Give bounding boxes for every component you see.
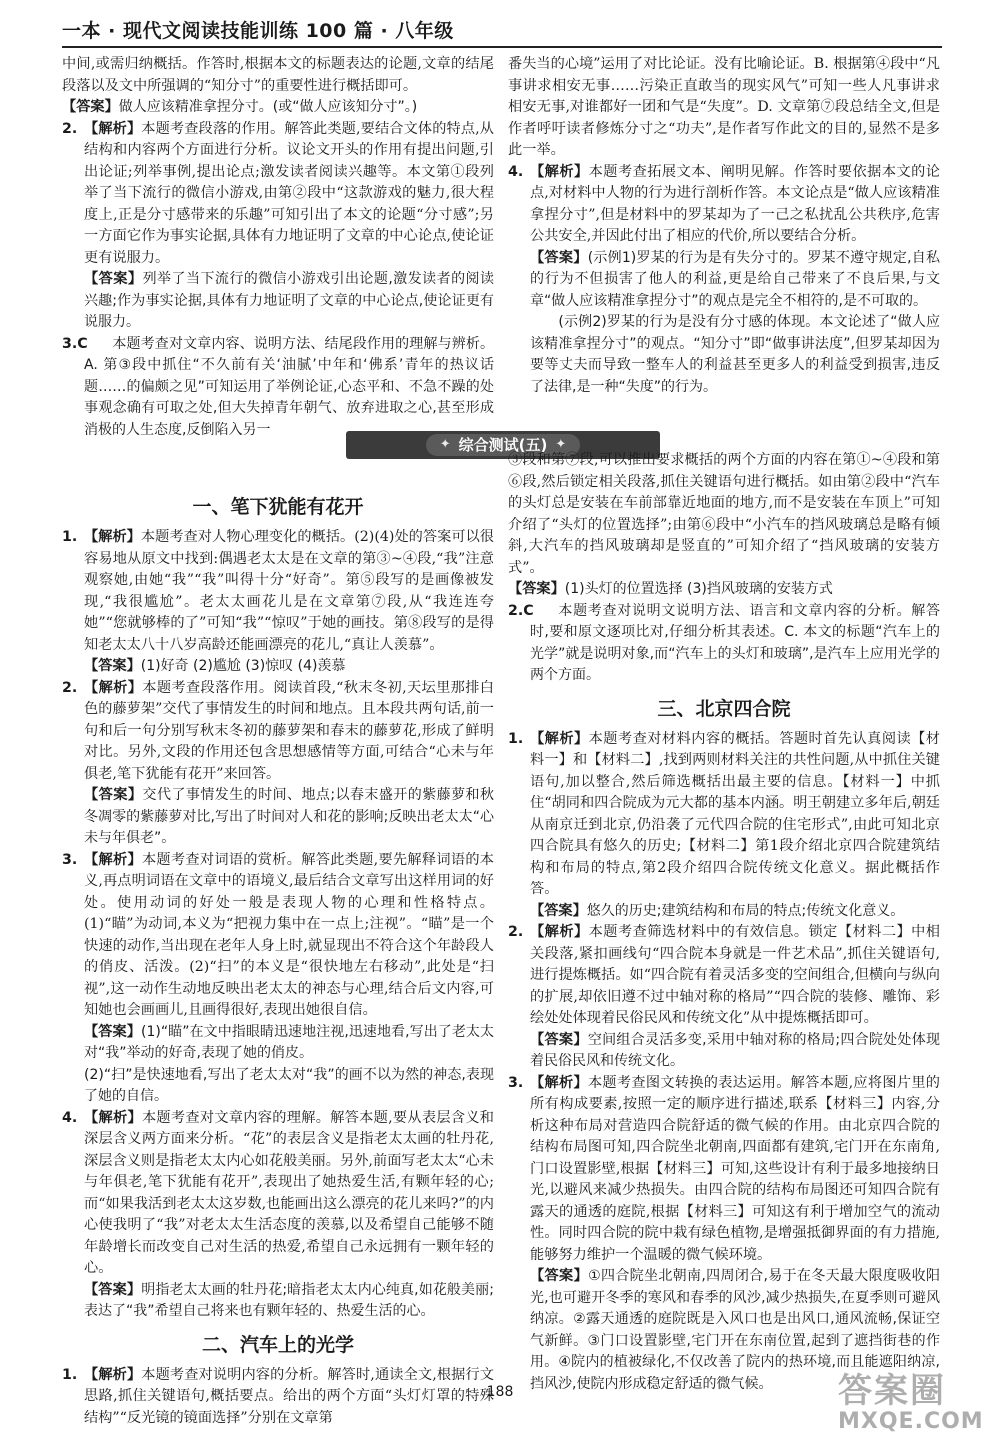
- test-badge-label: 综合测试(五): [458, 436, 548, 454]
- question-item: [62, 119, 494, 334]
- continued-text: ③段和第⑦段,可以推出要求概括的两个方面的内容在第①~④段和第⑥段,然后锁定相关段落,抓住关键语句进行概括。如由第②段中“汽车的头灯总是安装在车前部靠近地面的地方,而不是安装在车顶上”可知介绍了“头灯的位置选择”;由第⑥段中“小汽车的挡风玻璃总是略有倾斜,大汽车的挡风玻璃却是竖直的”可知介绍了“挡风玻璃的安装方式”。: [508, 452, 940, 576]
- answer-text: 空间组合灵活多变,采用中轴对称的格局;四合院处处体现着民俗民风和传统文化。: [530, 1031, 940, 1069]
- continued-text: 中间,或需归纳概括。作答时,根据本文的标题表达的论题,文章的结尾段落以及文中所强调的“知分寸”的重要性进行概括即可。: [62, 56, 494, 94]
- analysis-label: 【解析】: [530, 730, 589, 747]
- answer-label: 【答案】: [508, 581, 565, 597]
- answer-text: (示例2)罗某的行为是没有分寸感的体现。本文论述了“做人应该精准拿捏分寸”的观点。“知分寸”即“做事讲法度”,但罗某却因为要等丈夫而导致一整车人的利益甚至更多人的利益受到损害,违反了法律,是一种“失度”的行为。: [530, 314, 940, 395]
- page-header: [62, 14, 942, 48]
- analysis-label: 【解析】: [84, 1366, 142, 1383]
- answer-text: (1)好奇 (2)尴尬 (3)惊叹 (4)羡慕: [140, 658, 346, 674]
- question-number: 2.: [62, 120, 78, 137]
- answer-label: 【答案】: [530, 249, 588, 266]
- answer-label: 【答案】: [84, 1023, 142, 1040]
- section-title: 一、笔下犹能有花开: [192, 496, 364, 518]
- analysis-text: 本题考查段落的作用。解答此类题,要结合文体的特点,从结构和内容两个方面进行分析。议论文开头的作用有提出问题,引出论证;列举事例,提出论点;激发读者阅读兴趣等。本文第①段列举了当下流行的微信小游戏,由第②段中“这款游戏的魅力,很大程度上,正是分寸感带来的乐趣”可知引出了本文的论题“分寸感”;另一方面它作为事实论据,具体有力地证明了文章的中心论点,使论证更有说服力。: [84, 120, 494, 266]
- question-item: [508, 162, 940, 399]
- continued-text: 番失当的心境”运用了对比论证。没有比喻论证。B. 根据第④段中“凡事讲求相安无事……污染正直敢当的现实风气”可知一些人凡事讲求相安无事,对谁都好一团和气是“失度”。D. 文章第⑦段总结全文,但是作者呼吁读者修炼分寸之“功夫”,是作者写作此文的目的,显然不是多此一举。: [508, 56, 940, 158]
- answer-text: (1)头灯的位置选择 (3)挡风玻璃的安装方式: [564, 581, 833, 597]
- answer-text: (示例1)罗某的行为是有失分寸的。罗某不遵守规定,自私的行为不但损害了他人的利益,更是给自己带来了不良后果,与文章“做人应该精准拿捏分寸”的观点是完全不相符的,是不可取的。: [530, 249, 940, 309]
- question-number: 3.: [62, 851, 78, 868]
- question-item: [62, 850, 494, 1108]
- answer-label: 【答案】: [84, 1281, 142, 1298]
- answer-text: 列举了当下流行的微信小游戏引出论题,激发读者的阅读兴趣;作为事实论据,具体有力地证明了文章的中心论点,使论证更有说服力。: [84, 271, 494, 330]
- answer-label: 【答案】: [62, 99, 119, 115]
- answer-label: 【答案】: [84, 787, 143, 803]
- question-number: 4.: [62, 1109, 78, 1126]
- question-item: [62, 334, 494, 442]
- answer-label: 【答案】: [530, 902, 587, 919]
- question-number: 2.C: [508, 602, 534, 619]
- answer-text: ①四合院坐北朝南,四周闭合,易于在冬天最大限度吸收阳光,也可避开冬季的寒风和春季的风沙,减少热损失,在夏季则可避风纳凉。②露天通透的庭院既是入风口也是出风口,通风流畅,保证空气新鲜。③门口设置影壁,宅门开在东南位置,起到了遮挡街巷的作用。④院内的植被绿化,不仅改善了院内的热环境,而且能遮阳纳凉,挡风沙,使院内形成稳定舒适的微气候。: [530, 1268, 940, 1392]
- book-title: 一本 · 现代文阅读技能训练 100 篇 · 八年级: [62, 20, 454, 42]
- answer-text: 悠久的历史;建筑结构和布局的特点;传统文化意义。: [586, 902, 905, 919]
- question-number: 2.: [62, 679, 78, 696]
- answer-text: (2)“扫”是快速地看,写出了老太太对“我”的画不以为然的神态,表现了她的自信。: [84, 1066, 494, 1104]
- star-icon: ✦: [555, 437, 567, 452]
- question-item: [62, 678, 494, 850]
- answer-text: 交代了事情发生的时间、地点;以春末盛开的紫藤萝和秋冬凋零的紫藤萝对比,写出了时间对人和花的影响;反映出老太太“心未与年俱老”。: [84, 787, 494, 846]
- question-item: [508, 1073, 940, 1396]
- question-item: [508, 922, 940, 1073]
- analysis-text: 本题考查对人物心理变化的概括。(2)(4)处的答案可以很容易地从原文中找到:偶遇老太太是在文章的第③~④段,“我”注意观察她,由她“我”“我”叫得十分“好奇”。第⑤段写的是画像被发现,“我很尴尬”。老太太画花儿是在文章第⑦段,从“我连连夸她”“您就够棒的了”可知“我”“惊叹”于她的画技。第⑧段写的是得知老太太八十八岁高龄还能画漂亮的花儿,“真让人羡慕”。: [84, 529, 494, 653]
- analysis-label: 【解析】: [84, 120, 142, 137]
- analysis-text: 本题考查对词语的赏析。解答此类题,要先解释词语的本义,再点明词语在文章中的语境义,最后结合文章写出这样用词的好处。使用动词的好处一般是表现人物的心理和性格特点。(1)“瞄”为动词,本义为“把视力集中在一点上;注视”。“瞄”是一个快速的动作,当出现在老年人身上时,就显现出不符合这个年龄段人的俏皮、活泼。(2)“扫”的本义是“很快地左右移动”,此处是“扫视”,这一动作生动地反映出老太太的神态与心理,结合后文内容,可知她也会画画儿,且画得很好,表现出她很自信。: [84, 851, 494, 1018]
- question-item: [62, 527, 494, 678]
- answer-text: (1)“瞄”在文中指眼睛迅速地注视,迅速地看,写出了老太太对“我”举动的好奇,表现了她的俏皮。: [84, 1023, 494, 1061]
- answer-text: 明指老太太画的牡丹花;暗指老太太内心纯真,如花般美丽;表达了“我”希望自己将来也有颗年轻的、热爱生活的心。: [84, 1281, 494, 1319]
- question-item: [62, 1365, 494, 1430]
- right-column: [508, 54, 940, 1409]
- question-number: 3.: [508, 1074, 524, 1091]
- question-item: [62, 1108, 494, 1323]
- question-number: 3.C: [62, 335, 88, 352]
- analysis-text: 本题考查对说明文说明方法、语言和文章内容的分析。解答时,要和原文逐项比对,仔细分析其表述。C. 本文的标题“汽车上的光学”就是说明对象,而“汽车上的头灯和玻璃”,是汽车上应用光学的两个方面。: [530, 602, 940, 683]
- answer-label: 【答案】: [84, 658, 141, 674]
- section-title: 三、北京四合院: [657, 697, 791, 720]
- question-item: [508, 729, 940, 923]
- analysis-label: 【解析】: [530, 1074, 588, 1091]
- page-number: 188: [486, 1384, 514, 1400]
- answer-label: 【答案】: [84, 271, 143, 287]
- watermark-url: MXQE.COM: [838, 1409, 984, 1434]
- question-number: 2.: [508, 924, 524, 940]
- question-item: [508, 601, 940, 687]
- analysis-label: 【解析】: [530, 924, 589, 940]
- analysis-text: 本题考查对说明内容的分析。解答时,通读全文,根据行文思路,抓住关键语句,概括要点。给出的两个方面“头灯灯罩的特殊结构”“反光镜的镜面选择”分别在文章第: [84, 1366, 494, 1426]
- answer-label: 【答案】: [530, 1268, 589, 1284]
- answer-text: 做人应该精准拿捏分寸。(或“做人应该知分寸”。): [118, 99, 418, 115]
- watermark-logo: 答案圈: [838, 1371, 946, 1411]
- answer-label: 【答案】: [530, 1031, 588, 1048]
- analysis-label: 【解析】: [84, 529, 141, 545]
- analysis-text: 本题考查对文章内容的理解。解答本题,要从表层含义和深层含义两方面来分析。“花”的表层含义是指老太太画的牡丹花,深层含义则是指老太太内心如花般美丽。另外,前面写老太太“心未与年俱老,笔下犹能有花开”,表现出了她热爱生活,有颗年轻的心;而“如果我活到老太太这岁数,也能画出这么漂亮的花儿来吗?”的内心使我明了“我”对老太太生活态度的羡慕,以及希望自己能够不随年龄增长而改变自己对生活的热爱,希望自己永远拥有一颗年轻的心。: [84, 1109, 494, 1276]
- question-number: 4.: [508, 163, 524, 180]
- site-watermark: [838, 1371, 984, 1442]
- analysis-label: 【解析】: [84, 851, 142, 868]
- analysis-text: 本题考查段落作用。阅读首段,“秋末冬初,天坛里那排白色的藤萝架”交代了事情发生的时间和地点。且本段共两句话,前一句和后一句分别写秋末冬初的藤萝架和春末的藤萝花,形成了鲜明对比。另外,文段的作用还包含思想感情等方面,可结合“心未与年俱老,笔下犹能有花开”来回答。: [84, 679, 494, 782]
- analysis-text: 本题考查图文转换的表达运用。解答本题,应将图片里的所有构成要素,按照一定的顺序进行描述,联系【材料三】内容,分析这种布局对营造四合院舒适的微气候的作用。由北京四合院的结构布局图可知,四合院坐北朝南,四面都有建筑,宅门开在东南角,门口设置影壁,根据【材料三】可知,这些设计有利于最多地接纳日光,以避风来减少热损失。由四合院的结构布局图还可知四合院有露天的通透的庭院,根据【材料三】可知这有利于增加空气的流动性。同时四合院的院中栽有绿色植物,是增强抵御界面的有力措施,能够努力维护一个温暖的微气候环境。: [530, 1074, 940, 1263]
- analysis-text: 本题考查对文章内容、说明方法、结尾段作用的理解与辨析。A. 第③段中抓住“不久前有关‘油腻’中年和‘佛系’青年的热议话题……的偏颇之见”可知运用了举例论证,心态平和、不急不躁的处事观念确有可取之处,但大失掉青年朝气、放弃进取之心,甚至形成消极的人生态度,反倒陷入另一: [84, 335, 494, 438]
- question-number: 1.: [62, 529, 78, 545]
- question-number: 1.: [62, 1366, 78, 1383]
- star-icon: ✦: [439, 437, 451, 452]
- analysis-text: 本题考查拓展文本、阐明见解。作答时要依据本文的论点,对材料中人物的行为进行剖析作答。本文论点是“做人应该精准拿捏分寸”,但是材料中的罗某却为了一己之私扰乱公共秩序,危害公共安全,并因此付出了相应的代价,所以要结合分析。: [530, 163, 940, 244]
- left-column: [62, 54, 494, 1426]
- question-number: 1.: [508, 730, 524, 747]
- analysis-text: 本题考查对材料内容的概括。答题时首先认真阅读【材料一】和【材料二】,找到两则材料关注的共性问题,从中抓住关键语句,加以整合,然后筛选概括出最主要的信息。【材料一】中抓住“胡同和四合院成为元大都的基本内涵。明王朝建立多年后,朝廷从南京迁到北京,仍沿袭了元代四合院的住宅形式”,由此可知北京四合院具有悠久的历史;【材料二】第1段介绍北京四合院建筑结构和布局的特点,第2段介绍四合院传统文化意义。据此概括作答。: [530, 730, 940, 897]
- analysis-label: 【解析】: [530, 163, 589, 180]
- analysis-text: 本题考查筛选材料中的有效信息。锁定【材料二】中相关段落,紧扣画线句“四合院本身就是一件艺术品”,抓住关键语句,进行提炼概括。如“四合院有着灵活多变的空间组合,但横向与纵向的扩展,却依旧遵不过中轴对称的格局”“四合院的装修、雕饰、彩绘处处体现着民俗民风和传统文化”从中提炼概括即可。: [530, 924, 940, 1026]
- section-title: 二、汽车上的光学: [201, 1333, 354, 1356]
- analysis-label: 【解析】: [84, 1109, 142, 1126]
- analysis-label: 【解析】: [84, 679, 143, 696]
